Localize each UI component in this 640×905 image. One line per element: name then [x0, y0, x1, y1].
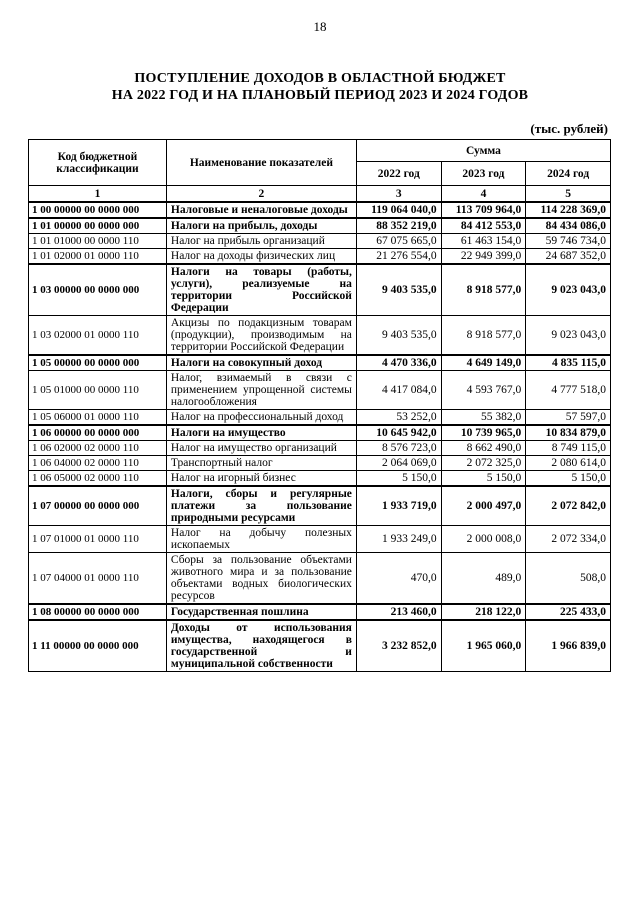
cell-name: Транспортный налог [166, 456, 356, 471]
cell-code: 1 06 04000 02 0000 110 [29, 456, 167, 471]
cell-2022: 4 470 336,0 [356, 355, 441, 371]
table-row [29, 371, 611, 410]
cell-2024: 9 023 043,0 [526, 316, 611, 356]
table-row [29, 249, 611, 265]
cell-2023: 84 412 553,0 [441, 218, 526, 234]
cell-2023: 61 463 154,0 [441, 234, 526, 249]
cell-code: 1 03 00000 00 0000 000 [29, 264, 167, 316]
cell-2022: 5 150,0 [356, 471, 441, 487]
cell-name: Налог на прибыль организаций [166, 234, 356, 249]
cell-2024: 5 150,0 [526, 471, 611, 487]
header-sum: Сумма [356, 140, 610, 162]
cell-name: Налог на игорный бизнес [166, 471, 356, 487]
cell-code: 1 06 02000 02 0000 110 [29, 441, 167, 456]
table-row [29, 355, 611, 371]
cell-2022: 10 645 942,0 [356, 425, 441, 441]
cell-2022: 1 933 249,0 [356, 526, 441, 553]
cell-2022: 4 417 084,0 [356, 371, 441, 410]
column-index-2: 2 [166, 186, 356, 203]
column-index-5: 5 [526, 186, 611, 203]
cell-2024: 2 072 334,0 [526, 526, 611, 553]
cell-2023: 5 150,0 [441, 471, 526, 487]
cell-2024: 59 746 734,0 [526, 234, 611, 249]
header-code: Код бюджетной классификации [29, 140, 167, 186]
cell-2023: 22 949 399,0 [441, 249, 526, 265]
cell-name: Налоговые и неналоговые доходы [166, 202, 356, 218]
cell-2022: 9 403 535,0 [356, 316, 441, 356]
cell-2022: 67 075 665,0 [356, 234, 441, 249]
cell-2024: 508,0 [526, 553, 611, 605]
cell-2023: 1 965 060,0 [441, 620, 526, 672]
table-row [29, 202, 611, 218]
header-year-2023: 2023 год [441, 162, 526, 186]
table-row [29, 316, 611, 356]
cell-name: Налог на профессиональный доход [166, 410, 356, 426]
cell-2022: 2 064 069,0 [356, 456, 441, 471]
cell-code: 1 08 00000 00 0000 000 [29, 604, 167, 620]
column-index-3: 3 [356, 186, 441, 203]
cell-2024: 2 072 842,0 [526, 486, 611, 526]
table-row [29, 604, 611, 620]
revenue-table [28, 139, 611, 672]
cell-name: Налог на доходы физических лиц [166, 249, 356, 265]
table-row [29, 620, 611, 672]
table-row [29, 410, 611, 426]
cell-2022: 213 460,0 [356, 604, 441, 620]
cell-2023: 8 918 577,0 [441, 316, 526, 356]
cell-2023: 218 122,0 [441, 604, 526, 620]
cell-code: 1 06 05000 02 0000 110 [29, 471, 167, 487]
cell-2023: 2 000 008,0 [441, 526, 526, 553]
cell-code: 1 01 02000 01 0000 110 [29, 249, 167, 265]
cell-2022: 53 252,0 [356, 410, 441, 426]
cell-2022: 470,0 [356, 553, 441, 605]
cell-2024: 114 228 369,0 [526, 202, 611, 218]
header-year-2022: 2022 год [356, 162, 441, 186]
cell-2022: 3 232 852,0 [356, 620, 441, 672]
cell-name: Налоги на товары (работы, услуги), реализуемые на территории Российской Федерации [166, 264, 356, 316]
cell-2024: 24 687 352,0 [526, 249, 611, 265]
cell-2022: 88 352 219,0 [356, 218, 441, 234]
cell-name: Акцизы по подакцизным товарам (продукции), производимым на территории Российской Федерации [166, 316, 356, 356]
cell-2023: 4 649 149,0 [441, 355, 526, 371]
table-row [29, 526, 611, 553]
cell-2023: 2 000 497,0 [441, 486, 526, 526]
cell-2023: 489,0 [441, 553, 526, 605]
cell-code: 1 07 01000 01 0000 110 [29, 526, 167, 553]
cell-code: 1 11 00000 00 0000 000 [29, 620, 167, 672]
cell-name: Налоги на имущество [166, 425, 356, 441]
cell-name: Доходы от использования имущества, находящегося в государственной и муниципальной собственности [166, 620, 356, 672]
cell-name: Сборы за пользование объектами животного мира и за пользование объектами водных биологических ресурсов [166, 553, 356, 605]
cell-2022: 8 576 723,0 [356, 441, 441, 456]
table-row [29, 486, 611, 526]
cell-2023: 2 072 325,0 [441, 456, 526, 471]
cell-name: Налог, взимаемый в связи с применением упрощенной системы налогообложения [166, 371, 356, 410]
cell-code: 1 06 00000 00 0000 000 [29, 425, 167, 441]
cell-2024: 10 834 879,0 [526, 425, 611, 441]
table-row [29, 441, 611, 456]
table-row [29, 471, 611, 487]
column-index-4: 4 [441, 186, 526, 203]
table-row [29, 218, 611, 234]
cell-code: 1 07 00000 00 0000 000 [29, 486, 167, 526]
cell-2024: 4 777 518,0 [526, 371, 611, 410]
cell-name: Государственная пошлина [166, 604, 356, 620]
cell-2023: 8 662 490,0 [441, 441, 526, 456]
cell-code: 1 07 04000 01 0000 110 [29, 553, 167, 605]
table-row [29, 234, 611, 249]
table-body [29, 202, 611, 672]
cell-2022: 21 276 554,0 [356, 249, 441, 265]
cell-code: 1 05 06000 01 0000 110 [29, 410, 167, 426]
cell-code: 1 00 00000 00 0000 000 [29, 202, 167, 218]
table-row [29, 264, 611, 316]
cell-name: Налог на имущество организаций [166, 441, 356, 456]
cell-name: Налоги, сборы и регулярные платежи за пользование природными ресурсами [166, 486, 356, 526]
cell-2024: 225 433,0 [526, 604, 611, 620]
cell-2024: 4 835 115,0 [526, 355, 611, 371]
cell-2024: 2 080 614,0 [526, 456, 611, 471]
header-year-2024: 2024 год [526, 162, 611, 186]
cell-code: 1 05 01000 00 0000 110 [29, 371, 167, 410]
cell-2024: 1 966 839,0 [526, 620, 611, 672]
title-line-1: ПОСТУПЛЕНИЕ ДОХОДОВ В ОБЛАСТНОЙ БЮДЖЕТ [134, 71, 506, 86]
column-index-1: 1 [29, 186, 167, 203]
cell-name: Налог на добычу полезных ископаемых [166, 526, 356, 553]
cell-2022: 119 064 040,0 [356, 202, 441, 218]
page-number: 18 [313, 19, 327, 34]
cell-2023: 8 918 577,0 [441, 264, 526, 316]
cell-code: 1 01 00000 00 0000 000 [29, 218, 167, 234]
cell-2023: 10 739 965,0 [441, 425, 526, 441]
title-line-2: НА 2022 ГОД И НА ПЛАНОВЫЙ ПЕРИОД 2023 И 2024 ГОДОВ [111, 88, 529, 103]
cell-2024: 84 434 086,0 [526, 218, 611, 234]
cell-2022: 9 403 535,0 [356, 264, 441, 316]
cell-name: Налоги на совокупный доход [166, 355, 356, 371]
cell-2023: 55 382,0 [441, 410, 526, 426]
cell-2024: 9 023 043,0 [526, 264, 611, 316]
cell-2024: 57 597,0 [526, 410, 611, 426]
table-row [29, 425, 611, 441]
table-row [29, 456, 611, 471]
header-name: Наименование показателей [166, 140, 356, 186]
cell-2022: 1 933 719,0 [356, 486, 441, 526]
cell-code: 1 05 00000 00 0000 000 [29, 355, 167, 371]
table-row [29, 553, 611, 605]
document-title [0, 70, 640, 104]
cell-2024: 8 749 115,0 [526, 441, 611, 456]
cell-name: Налоги на прибыль, доходы [166, 218, 356, 234]
cell-2023: 4 593 767,0 [441, 371, 526, 410]
cell-2023: 113 709 964,0 [441, 202, 526, 218]
units-label: (тыс. рублей) [530, 121, 608, 136]
cell-code: 1 01 01000 00 0000 110 [29, 234, 167, 249]
cell-code: 1 03 02000 01 0000 110 [29, 316, 167, 356]
